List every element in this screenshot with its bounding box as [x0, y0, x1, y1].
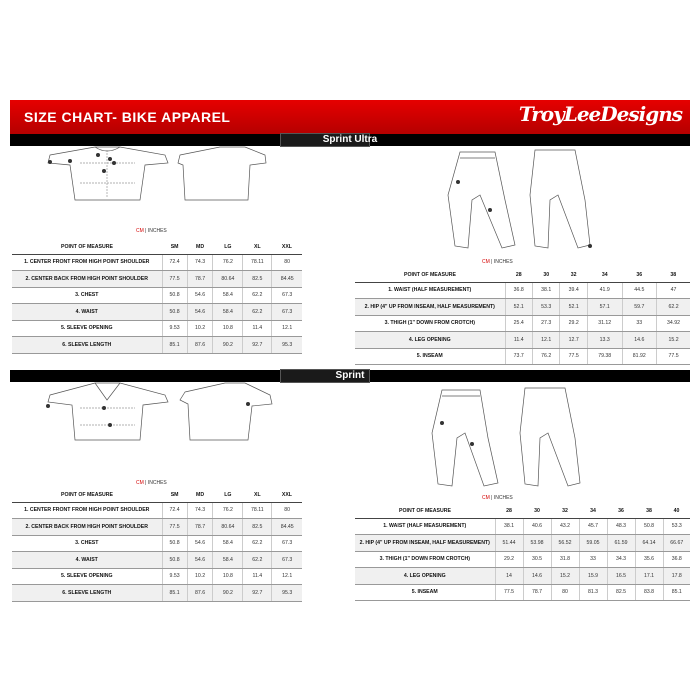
size-value-cell: 29.2	[560, 315, 587, 332]
size-value-cell: 72.4	[162, 502, 187, 519]
size-value-cell: 35.6	[635, 551, 663, 568]
table-row	[355, 332, 690, 349]
size-value-cell: 64.14	[635, 535, 663, 552]
size-value-cell: 16.5	[607, 568, 635, 585]
size-value-cell: 36.8	[505, 282, 532, 299]
jersey-size-table-sprint-ultra	[12, 240, 302, 354]
table-row	[12, 568, 302, 585]
size-value-cell: 15.9	[579, 568, 607, 585]
size-value-cell: 78.11	[243, 254, 272, 271]
unit-cm[interactable]: CM	[482, 259, 490, 265]
size-value-cell: 34.3	[607, 551, 635, 568]
table-row	[12, 519, 302, 536]
table-header-row	[355, 268, 690, 282]
col-header: LG	[213, 240, 243, 254]
size-value-cell: 33	[622, 315, 657, 332]
point-of-measure-cell: 2. CENTER BACK FROM HIGH POINT SHOULDER	[12, 271, 162, 288]
point-of-measure-cell: 2. HIP (4" UP FROM INSEAM, HALF MEASUREMENT)	[355, 535, 495, 552]
size-value-cell: 50.8	[162, 287, 187, 304]
pants-diagram	[420, 378, 620, 493]
size-value-cell: 58.4	[213, 552, 243, 569]
pants-size-table-sprint-ultra	[355, 268, 690, 365]
size-value-cell: 74.3	[187, 502, 213, 519]
size-value-cell: 85.1	[162, 337, 187, 354]
size-value-cell: 80	[551, 584, 579, 601]
size-value-cell: 81.3	[579, 584, 607, 601]
size-value-cell: 38.1	[532, 282, 559, 299]
size-value-cell: 80	[272, 254, 302, 271]
table-row	[355, 299, 690, 316]
table-row	[12, 287, 302, 304]
size-value-cell: 78.7	[187, 271, 213, 288]
size-value-cell: 62.2	[243, 535, 272, 552]
col-header: MD	[187, 488, 213, 502]
size-value-cell: 53.3	[532, 299, 559, 316]
point-of-measure-cell: 5. SLEEVE OPENING	[12, 568, 162, 585]
unit-inches[interactable]: INCHES	[493, 259, 513, 265]
point-of-measure-cell: 2. CENTER BACK FROM HIGH POINT SHOULDER	[12, 519, 162, 536]
size-value-cell: 66.67	[663, 535, 690, 552]
unit-inches[interactable]: INCHES	[147, 228, 167, 234]
col-header: POINT OF MEASURE	[355, 268, 505, 282]
size-value-cell: 85.1	[663, 584, 690, 601]
size-value-cell: 81.92	[622, 348, 657, 365]
size-value-cell: 52.1	[505, 299, 532, 316]
table-row	[12, 552, 302, 569]
table-row	[355, 551, 690, 568]
size-value-cell: 10.2	[187, 320, 213, 337]
size-value-cell: 95.3	[272, 585, 302, 602]
table-row	[12, 535, 302, 552]
size-value-cell: 53.3	[663, 518, 690, 535]
unit-toggle-jersey-1[interactable]: CM | INCHES	[136, 228, 167, 234]
point-of-measure-cell: 4. LEG OPENING	[355, 332, 505, 349]
size-value-cell: 67.3	[272, 304, 302, 321]
size-value-cell: 80.64	[213, 271, 243, 288]
size-value-cell: 84.45	[272, 271, 302, 288]
size-value-cell: 59.05	[579, 535, 607, 552]
table-row	[12, 585, 302, 602]
point-of-measure-cell: 6. SLEEVE LENGTH	[12, 585, 162, 602]
size-value-cell: 14	[495, 568, 523, 585]
table-row	[12, 502, 302, 519]
size-value-cell: 78.7	[187, 519, 213, 536]
brand-logo: TroyLeeDesigns	[518, 102, 682, 126]
size-value-cell: 72.4	[162, 254, 187, 271]
col-header: XL	[243, 488, 272, 502]
size-value-cell: 82.5	[243, 519, 272, 536]
size-value-cell: 10.8	[213, 568, 243, 585]
point-of-measure-cell: 5. INSEAM	[355, 348, 505, 365]
size-value-cell: 58.4	[213, 304, 243, 321]
size-value-cell: 67.3	[272, 287, 302, 304]
point-of-measure-cell: 3. CHEST	[12, 287, 162, 304]
size-value-cell: 36.8	[663, 551, 690, 568]
table-row	[355, 348, 690, 365]
point-of-measure-cell: 4. LEG OPENING	[355, 568, 495, 585]
size-value-cell: 11.4	[505, 332, 532, 349]
size-value-cell: 76.2	[532, 348, 559, 365]
table-row	[355, 315, 690, 332]
size-value-cell: 87.6	[187, 585, 213, 602]
table-row	[355, 518, 690, 535]
size-value-cell: 54.6	[187, 287, 213, 304]
section-title: Sprint	[335, 370, 365, 381]
size-value-cell: 25.4	[505, 315, 532, 332]
size-value-cell: 83.8	[635, 584, 663, 601]
size-value-cell: 12.1	[272, 320, 302, 337]
size-value-cell: 77.5	[162, 519, 187, 536]
col-header: 28	[495, 504, 523, 518]
col-header: POINT OF MEASURE	[12, 240, 162, 254]
size-value-cell: 84.45	[272, 519, 302, 536]
size-value-cell: 14.6	[523, 568, 551, 585]
table-row	[12, 320, 302, 337]
unit-toggle-pants-1[interactable]: CM | INCHES	[482, 259, 513, 265]
size-value-cell: 57.1	[587, 299, 622, 316]
point-of-measure-cell: 5. SLEEVE OPENING	[12, 320, 162, 337]
point-of-measure-cell: 5. INSEAM	[355, 584, 495, 601]
size-value-cell: 48.3	[607, 518, 635, 535]
point-of-measure-cell: 3. THIGH (1" DOWN FROM CROTCH)	[355, 551, 495, 568]
size-value-cell: 11.4	[243, 320, 272, 337]
size-value-cell: 67.3	[272, 535, 302, 552]
size-value-cell: 95.3	[272, 337, 302, 354]
unit-toggle-jersey-2[interactable]: CM | INCHES	[136, 480, 167, 486]
point-of-measure-cell: 1. WAIST (HALF MEASUREMENT)	[355, 282, 505, 299]
col-header: 34	[579, 504, 607, 518]
size-value-cell: 39.4	[560, 282, 587, 299]
col-header: 38	[635, 504, 663, 518]
size-value-cell: 73.7	[505, 348, 532, 365]
size-value-cell: 58.4	[213, 535, 243, 552]
size-value-cell: 62.2	[243, 304, 272, 321]
col-header: 32	[560, 268, 587, 282]
point-of-measure-cell: 4. WAIST	[12, 304, 162, 321]
size-value-cell: 82.5	[607, 584, 635, 601]
col-header: 28	[505, 268, 532, 282]
table-row	[355, 535, 690, 552]
size-value-cell: 12.7	[560, 332, 587, 349]
size-value-cell: 15.2	[657, 332, 690, 349]
size-value-cell: 50.8	[162, 552, 187, 569]
size-value-cell: 43.2	[551, 518, 579, 535]
size-value-cell: 34.92	[657, 315, 690, 332]
size-value-cell: 80.64	[213, 519, 243, 536]
unit-toggle-pants-2[interactable]: CM | INCHES	[482, 495, 513, 501]
col-header: SM	[162, 240, 187, 254]
size-value-cell: 78.11	[243, 502, 272, 519]
size-value-cell: 78.7	[523, 584, 551, 601]
col-header: 30	[523, 504, 551, 518]
size-value-cell: 9.53	[162, 320, 187, 337]
col-header: 40	[663, 504, 690, 518]
pants-size-table-sprint	[355, 504, 690, 601]
size-value-cell: 15.2	[551, 568, 579, 585]
size-value-cell: 53.98	[523, 535, 551, 552]
size-value-cell: 9.53	[162, 568, 187, 585]
size-value-cell: 61.59	[607, 535, 635, 552]
size-value-cell: 76.2	[213, 502, 243, 519]
size-value-cell: 10.2	[187, 568, 213, 585]
col-header: XXL	[272, 488, 302, 502]
size-value-cell: 10.8	[213, 320, 243, 337]
point-of-measure-cell: 4. WAIST	[12, 552, 162, 569]
size-value-cell: 56.52	[551, 535, 579, 552]
size-value-cell: 58.4	[213, 287, 243, 304]
unit-inches[interactable]: INCHES	[147, 480, 167, 486]
size-value-cell: 45.7	[579, 518, 607, 535]
point-of-measure-cell: 6. SLEEVE LENGTH	[12, 337, 162, 354]
jersey-size-table-sprint	[12, 488, 302, 602]
point-of-measure-cell: 3. THIGH (1" DOWN FROM CROTCH)	[355, 315, 505, 332]
size-value-cell: 92.7	[243, 585, 272, 602]
size-value-cell: 52.1	[560, 299, 587, 316]
size-value-cell: 38.1	[495, 518, 523, 535]
table-row	[355, 584, 690, 601]
size-value-cell: 51.44	[495, 535, 523, 552]
col-header: XL	[243, 240, 272, 254]
size-value-cell: 31.12	[587, 315, 622, 332]
col-header: POINT OF MEASURE	[12, 488, 162, 502]
size-value-cell: 27.3	[532, 315, 559, 332]
size-value-cell: 67.3	[272, 552, 302, 569]
size-value-cell: 12.1	[272, 568, 302, 585]
col-header: LG	[213, 488, 243, 502]
size-value-cell: 77.5	[495, 584, 523, 601]
unit-inches[interactable]: INCHES	[493, 495, 513, 501]
size-value-cell: 31.8	[551, 551, 579, 568]
col-header: 36	[622, 268, 657, 282]
col-header: 36	[607, 504, 635, 518]
size-value-cell: 90.2	[213, 585, 243, 602]
size-value-cell: 17.1	[635, 568, 663, 585]
size-value-cell: 80	[272, 502, 302, 519]
unit-cm[interactable]: CM	[136, 480, 144, 486]
size-value-cell: 11.4	[243, 568, 272, 585]
size-value-cell: 12.1	[532, 332, 559, 349]
table-header-row	[355, 504, 690, 518]
size-value-cell: 76.2	[213, 254, 243, 271]
size-value-cell: 62.2	[243, 552, 272, 569]
col-header: MD	[187, 240, 213, 254]
point-of-measure-cell: 1. WAIST (HALF MEASUREMENT)	[355, 518, 495, 535]
point-of-measure-cell: 2. HIP (4" UP FROM INSEAM, HALF MEASUREMENT)	[355, 299, 505, 316]
size-value-cell: 17.8	[663, 568, 690, 585]
size-value-cell: 14.6	[622, 332, 657, 349]
size-value-cell: 29.2	[495, 551, 523, 568]
size-value-cell: 90.2	[213, 337, 243, 354]
size-value-cell: 62.2	[657, 299, 690, 316]
unit-cm[interactable]: CM	[136, 228, 144, 234]
table-row	[355, 282, 690, 299]
size-value-cell: 54.6	[187, 552, 213, 569]
col-header: SM	[162, 488, 187, 502]
table-row	[12, 271, 302, 288]
table-row	[12, 304, 302, 321]
size-value-cell: 77.5	[162, 271, 187, 288]
size-value-cell: 54.6	[187, 535, 213, 552]
page-title: SIZE CHART- BIKE APPAREL	[24, 109, 231, 125]
size-value-cell: 50.8	[162, 304, 187, 321]
col-header: 32	[551, 504, 579, 518]
title-banner	[10, 100, 690, 134]
size-value-cell: 41.9	[587, 282, 622, 299]
table-row	[12, 337, 302, 354]
size-value-cell: 59.7	[622, 299, 657, 316]
size-value-cell: 50.8	[635, 518, 663, 535]
section-title: Sprint Ultra	[322, 134, 378, 145]
table-header-row	[12, 488, 302, 502]
point-of-measure-cell: 1. CENTER FRONT FROM HIGH POINT SHOULDER	[12, 502, 162, 519]
size-value-cell: 13.3	[587, 332, 622, 349]
col-header: 30	[532, 268, 559, 282]
size-value-cell: 92.7	[243, 337, 272, 354]
point-of-measure-cell: 3. CHEST	[12, 535, 162, 552]
size-value-cell: 77.5	[657, 348, 690, 365]
size-value-cell: 50.8	[162, 535, 187, 552]
col-header: 38	[657, 268, 690, 282]
size-value-cell: 87.6	[187, 337, 213, 354]
unit-cm[interactable]: CM	[482, 495, 490, 501]
col-header: POINT OF MEASURE	[355, 504, 495, 518]
jersey-diagram	[40, 145, 270, 205]
col-header: XXL	[272, 240, 302, 254]
size-value-cell: 47	[657, 282, 690, 299]
size-value-cell: 54.6	[187, 304, 213, 321]
point-of-measure-cell: 1. CENTER FRONT FROM HIGH POINT SHOULDER	[12, 254, 162, 271]
size-value-cell: 82.5	[243, 271, 272, 288]
jersey-diagram	[40, 380, 280, 450]
pants-diagram	[440, 140, 640, 255]
size-value-cell: 74.3	[187, 254, 213, 271]
table-header-row	[12, 240, 302, 254]
col-header: 34	[587, 268, 622, 282]
table-row	[355, 568, 690, 585]
size-value-cell: 85.1	[162, 585, 187, 602]
size-value-cell: 79.38	[587, 348, 622, 365]
table-row	[12, 254, 302, 271]
size-value-cell: 40.6	[523, 518, 551, 535]
size-value-cell: 77.5	[560, 348, 587, 365]
size-value-cell: 30.5	[523, 551, 551, 568]
size-value-cell: 33	[579, 551, 607, 568]
size-value-cell: 62.2	[243, 287, 272, 304]
size-value-cell: 44.5	[622, 282, 657, 299]
